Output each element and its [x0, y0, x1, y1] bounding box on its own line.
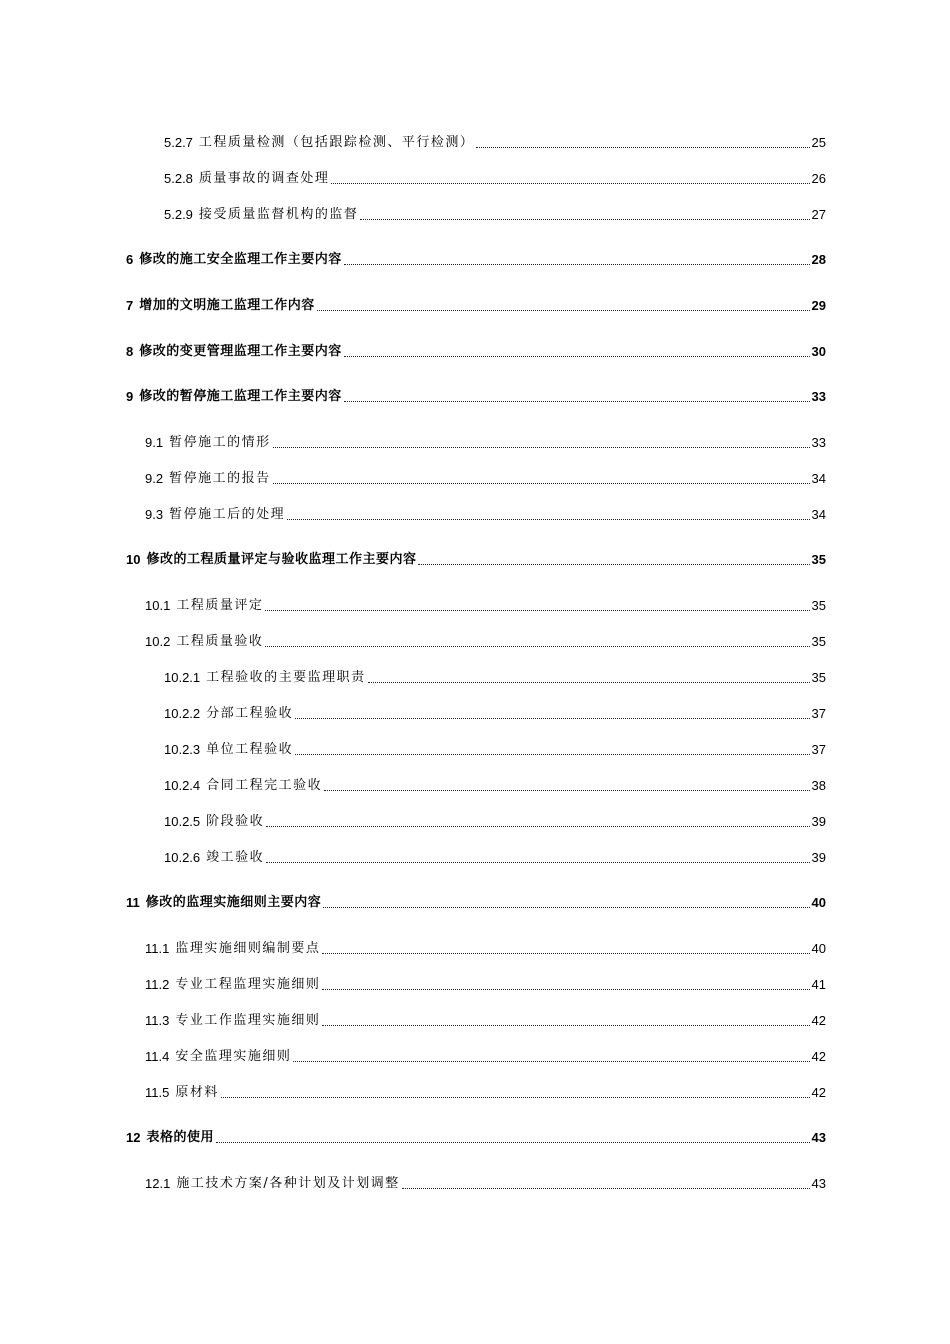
toc-entry-title: 修改的变更管理监理工作主要内容: [139, 344, 342, 359]
toc-entry[interactable]: [164, 736, 826, 758]
toc-entry-number: 10.2.5: [164, 814, 201, 829]
toc-entry[interactable]: [126, 889, 826, 911]
toc-entry-number: 10.1: [145, 598, 171, 613]
toc-entry-title: 监理实施细则编制要点: [175, 941, 321, 956]
toc-entry[interactable]: [164, 772, 826, 794]
toc-entry-number: 9: [126, 389, 134, 404]
dot-leader: [287, 519, 809, 520]
toc-entry[interactable]: [145, 935, 826, 957]
toc-entry-title: 修改的工程质量评定与验收监理工作主要内容: [146, 552, 417, 567]
toc-entry-number: 11: [126, 895, 140, 910]
toc-entry-number: 9.3: [145, 507, 164, 522]
toc-entry[interactable]: [126, 546, 826, 568]
dot-leader: [368, 682, 810, 683]
toc-entry-title: 修改的施工安全监理工作主要内容: [139, 252, 342, 267]
dot-leader: [331, 183, 809, 184]
toc-entry-title: 施工技术方案/各种计划及计划调整: [176, 1176, 400, 1191]
toc-entry-number: 10: [126, 552, 141, 567]
toc-entry[interactable]: [164, 165, 826, 187]
toc-entry-number: 12.1: [145, 1176, 171, 1191]
toc-entry-page-number: 43: [811, 1130, 826, 1145]
toc-entry-title: 工程质量评定: [176, 598, 264, 613]
toc-entry-number: 9.2: [145, 471, 164, 486]
toc-entry-page-number: 28: [811, 252, 826, 267]
toc-entry-number: 6: [126, 252, 134, 267]
dot-leader: [295, 754, 809, 755]
toc-entry-title: 分部工程验收: [206, 706, 294, 721]
toc-entry-title: 合同工程完工验收: [206, 778, 323, 793]
dot-leader: [221, 1097, 810, 1098]
toc-entry[interactable]: [164, 808, 826, 830]
dot-leader: [344, 356, 810, 357]
toc-entry[interactable]: [145, 1079, 826, 1101]
toc-entry-page-number: 29: [811, 298, 826, 313]
dot-leader: [402, 1188, 810, 1189]
toc-entry[interactable]: [126, 338, 826, 360]
toc-entry[interactable]: [126, 246, 826, 268]
toc-entry-title: 修改的监理实施细则主要内容: [145, 895, 322, 910]
toc-entry-page-number: 37: [811, 742, 826, 757]
toc-entry-page-number: 37: [811, 706, 826, 721]
toc-entry-number: 5.2.7: [164, 135, 193, 150]
toc-entry-title: 竣工验收: [206, 850, 265, 865]
toc-entry-title: 暂停施工后的处理: [169, 507, 286, 522]
toc-entry-number: 10.2.4: [164, 778, 201, 793]
dot-leader: [323, 907, 809, 908]
toc-entry-number: 11.3: [145, 1013, 170, 1028]
toc-entry-page-number: 25: [811, 135, 826, 150]
dot-leader: [295, 718, 809, 719]
toc-entry-page-number: 42: [811, 1013, 826, 1028]
toc-entry-title: 表格的使用: [146, 1130, 214, 1145]
toc-entry[interactable]: [126, 1124, 826, 1146]
toc-entry-page-number: 40: [811, 941, 826, 956]
toc-entry[interactable]: [126, 292, 826, 314]
toc-entry-page-number: 33: [811, 389, 826, 404]
dot-leader: [293, 1061, 809, 1062]
toc-entry-title: 接受质量监督机构的监督: [198, 207, 359, 222]
dot-leader: [360, 219, 809, 220]
toc-entry[interactable]: [164, 700, 826, 722]
toc-entry-page-number: 35: [811, 670, 826, 685]
toc-entry-page-number: 42: [811, 1049, 826, 1064]
dot-leader: [273, 447, 810, 448]
toc-entry-number: 10.2.1: [164, 670, 201, 685]
dot-leader: [324, 790, 809, 791]
toc-entry-number: 10.2: [145, 634, 171, 649]
toc-entry-number: 11.4: [145, 1049, 170, 1064]
dot-leader: [266, 826, 809, 827]
toc-entry-title: 暂停施工的情形: [169, 435, 271, 450]
toc-entry[interactable]: [145, 465, 826, 487]
toc-entry[interactable]: [164, 664, 826, 686]
toc-entry-page-number: 34: [811, 471, 826, 486]
toc-entry-number: 10.2.2: [164, 706, 201, 721]
toc-entry-title: 工程质量验收: [176, 634, 264, 649]
toc-entry-page-number: 39: [811, 814, 826, 829]
toc-entry[interactable]: [145, 971, 826, 993]
dot-leader: [476, 147, 809, 148]
toc-entry-page-number: 42: [811, 1085, 826, 1100]
toc-entry[interactable]: [145, 1007, 826, 1029]
toc-entry[interactable]: [145, 1043, 826, 1065]
toc-entry-page-number: 33: [811, 435, 826, 450]
toc-entry-title: 专业工作监理实施细则: [175, 1013, 321, 1028]
dot-leader: [322, 989, 809, 990]
toc-entry-number: 8: [126, 344, 134, 359]
toc-entry[interactable]: [164, 844, 826, 866]
toc-entry-number: 10.2.6: [164, 850, 201, 865]
toc-entry[interactable]: [145, 628, 826, 650]
toc-entry-title: 原材料: [175, 1085, 219, 1100]
toc-entry[interactable]: [145, 592, 826, 614]
toc-entry-title: 工程验收的主要监理职责: [206, 670, 366, 685]
toc-entry[interactable]: [164, 129, 826, 151]
toc-entry-title: 增加的文明施工监理工作内容: [139, 298, 315, 313]
dot-leader: [317, 310, 810, 311]
toc-entry-page-number: 30: [811, 344, 826, 359]
toc-entry-title: 阶段验收: [206, 814, 265, 829]
toc-entry-number: 10.2.3: [164, 742, 201, 757]
toc-entry-number: 11.2: [145, 977, 170, 992]
toc-entry[interactable]: [145, 501, 826, 523]
toc-entry[interactable]: [164, 201, 826, 223]
toc-entry-number: 11.1: [145, 941, 170, 956]
dot-leader: [273, 483, 810, 484]
toc-entry-number: 7: [126, 298, 134, 313]
dot-leader: [266, 862, 809, 863]
toc-entry-page-number: 35: [811, 552, 826, 567]
dot-leader: [344, 264, 810, 265]
toc-entry-page-number: 38: [811, 778, 826, 793]
toc-entry-title: 专业工程监理实施细则: [175, 977, 321, 992]
toc-entry[interactable]: [145, 1170, 826, 1192]
toc-entry-number: 11.5: [145, 1085, 170, 1100]
toc-entry-number: 9.1: [145, 435, 164, 450]
toc-entry[interactable]: [126, 383, 826, 405]
toc-entry-number: 12: [126, 1130, 141, 1145]
toc-entry-number: 5.2.8: [164, 171, 193, 186]
toc-entry-page-number: 35: [811, 598, 826, 613]
toc-entry-title: 暂停施工的报告: [169, 471, 271, 486]
toc-entry-page-number: 43: [811, 1176, 826, 1191]
toc-entry-title: 单位工程验收: [206, 742, 294, 757]
toc-entry-title: 工程质量检测（包括跟踪检测、平行检测）: [198, 135, 475, 150]
dot-leader: [344, 401, 810, 402]
dot-leader: [216, 1142, 810, 1143]
toc-entry-page-number: 27: [811, 207, 826, 222]
toc-entry-page-number: 41: [811, 977, 826, 992]
toc-entry-page-number: 34: [811, 507, 826, 522]
dot-leader: [418, 564, 809, 565]
toc-entry-page-number: 35: [811, 634, 826, 649]
toc-entry-number: 5.2.9: [164, 207, 193, 222]
dot-leader: [265, 610, 809, 611]
toc-entry-page-number: 26: [811, 171, 826, 186]
toc-entry-title: 质量事故的调查处理: [198, 171, 330, 186]
dot-leader: [265, 646, 809, 647]
toc-entry-title: 安全监理实施细则: [175, 1049, 292, 1064]
dot-leader: [322, 1025, 809, 1026]
toc-entry-page-number: 40: [811, 895, 826, 910]
toc-entry[interactable]: [145, 429, 826, 451]
toc-entry-title: 修改的暂停施工监理工作主要内容: [139, 389, 342, 404]
toc-entry-page-number: 39: [811, 850, 826, 865]
dot-leader: [322, 953, 809, 954]
